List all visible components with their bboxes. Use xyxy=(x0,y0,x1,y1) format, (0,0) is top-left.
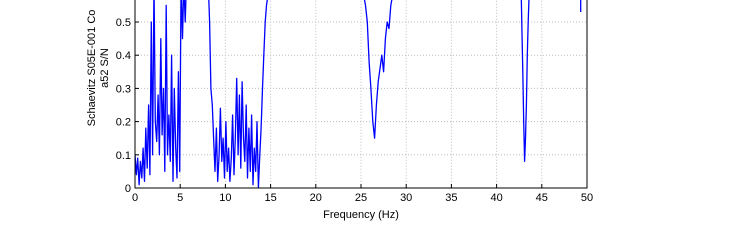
series-line-0 xyxy=(135,0,189,185)
y-tick-label: 0.3 xyxy=(115,83,131,96)
x-tick-label: 5 xyxy=(177,192,184,204)
x-tick-label: 25 xyxy=(354,192,368,204)
x-tick-label: 0 xyxy=(131,192,139,204)
y-tick-label: 0.4 xyxy=(115,50,131,63)
grid xyxy=(135,0,587,188)
x-tick-label: 10 xyxy=(219,192,232,204)
series-line-3 xyxy=(521,0,530,161)
x-tick-label: 15 xyxy=(264,192,277,204)
x-tick-label: 50 xyxy=(580,192,594,204)
y-axis-label-line-1: Schaevitz S05E-001 Co xyxy=(86,9,98,127)
y-tick-label: 0.5 xyxy=(115,17,131,29)
x-tick-label: 45 xyxy=(535,192,548,204)
x-tick-label: 40 xyxy=(490,192,503,204)
x-tick-label: 35 xyxy=(445,192,458,204)
y-tick-label: 0 xyxy=(124,183,131,195)
tick-labels xyxy=(116,17,593,204)
series-line-2 xyxy=(362,0,395,138)
y-tick-label: 0.1 xyxy=(115,149,131,162)
y-tick-label: 0.2 xyxy=(115,116,131,129)
series-layer xyxy=(135,0,581,188)
x-tick-label: 30 xyxy=(400,192,413,204)
x-axis-label: Frequency (Hz) xyxy=(323,209,399,221)
y-axis-label-line-2: a52 S/N xyxy=(99,48,111,88)
x-tick-label: 20 xyxy=(309,192,322,204)
y-axis-label xyxy=(86,10,111,127)
series-line-1 xyxy=(208,0,270,188)
